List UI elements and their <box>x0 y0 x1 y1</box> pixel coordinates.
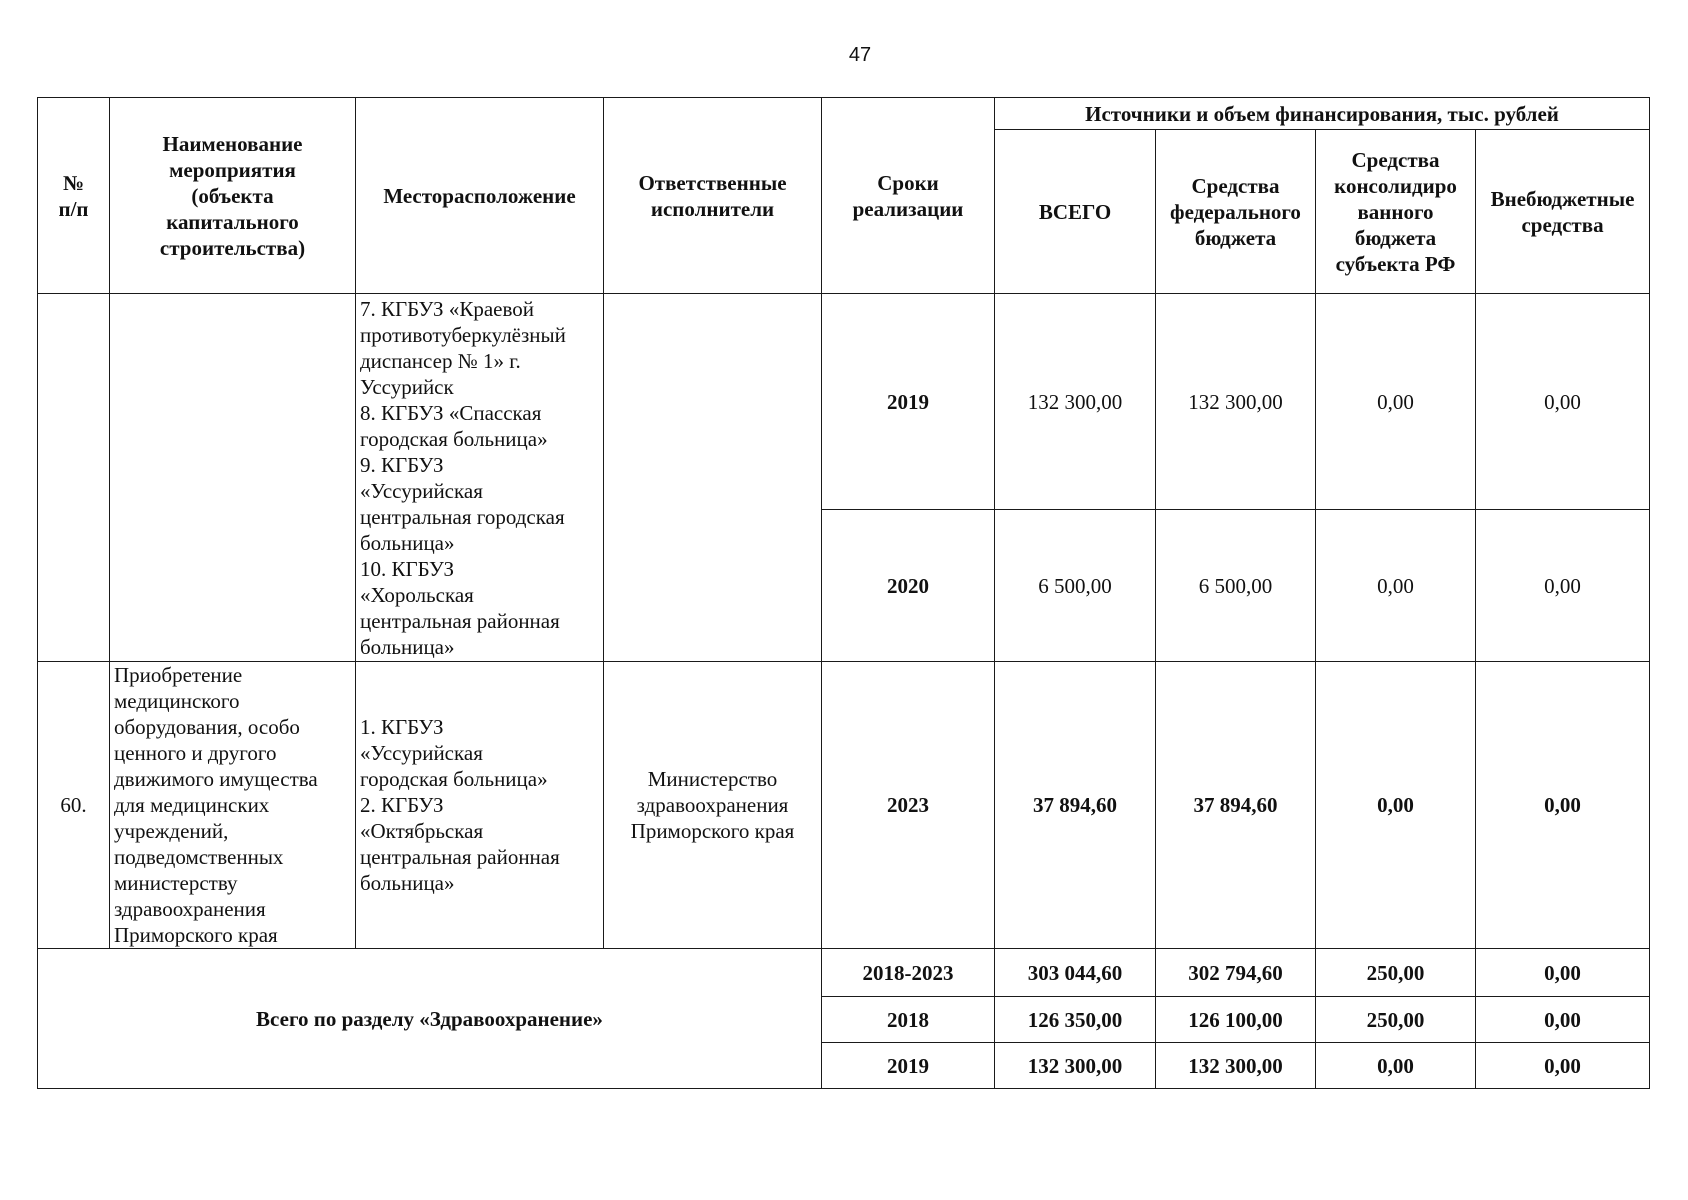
cell-federal: 132 300,00 <box>1156 1043 1316 1089</box>
cell-federal: 302 794,60 <box>1156 949 1316 997</box>
header-name: Наименование мероприятия (объекта капитального строительства) <box>110 98 356 294</box>
table-row <box>38 662 1650 949</box>
cell-year: 2018-2023 <box>822 949 995 997</box>
cell-executors: Министерство здравоохранения Приморского края <box>604 662 822 949</box>
cell-year: 2018 <box>822 997 995 1043</box>
cell-consolidated: 0,00 <box>1316 1043 1476 1089</box>
header-federal: Средства федерального бюджета <box>1156 130 1316 294</box>
cell-federal: 6 500,00 <box>1156 510 1316 662</box>
funding-table <box>37 97 1650 1089</box>
cell-executors-empty <box>604 294 822 662</box>
header-consolidated: Средства консолидиро ванного бюджета субъекта РФ <box>1316 130 1476 294</box>
cell-location: 1. КГБУЗ «Уссурийская городская больница» 2. КГБУЗ «Октябрьская центральная районная больница» <box>356 662 604 949</box>
cell-federal: 126 100,00 <box>1156 997 1316 1043</box>
header-executors: Ответственные исполнители <box>604 98 822 294</box>
cell-name: Приобретение медицинского оборудования, особо ценного и другого движимого имущества для медицинских учреждений, подведомственных министерству здравоохранения Приморского края <box>110 662 356 949</box>
cell-consolidated: 250,00 <box>1316 997 1476 1043</box>
cell-extra: 0,00 <box>1476 294 1650 510</box>
cell-year: 2020 <box>822 510 995 662</box>
cell-year: 2023 <box>822 662 995 949</box>
cell-total: 303 044,60 <box>995 949 1156 997</box>
header-funding-group: Источники и объем финансирования, тыс. рублей <box>995 98 1650 130</box>
cell-total: 132 300,00 <box>995 294 1156 510</box>
cell-extra: 0,00 <box>1476 1043 1650 1089</box>
header-location: Месторасположение <box>356 98 604 294</box>
cell-total: 126 350,00 <box>995 997 1156 1043</box>
cell-consolidated: 0,00 <box>1316 294 1476 510</box>
cell-year: 2019 <box>822 294 995 510</box>
cell-extra: 0,00 <box>1476 510 1650 662</box>
cell-consolidated: 250,00 <box>1316 949 1476 997</box>
header-num: № п/п <box>38 98 110 294</box>
cell-extra: 0,00 <box>1476 662 1650 949</box>
cell-year: 2019 <box>822 1043 995 1089</box>
section-total-label: Всего по разделу «Здравоохранение» <box>38 949 822 1089</box>
header-extrabudget: Внебюджетные средства <box>1476 130 1650 294</box>
cell-federal: 37 894,60 <box>1156 662 1316 949</box>
table-row <box>38 294 1650 510</box>
cell-name-empty <box>110 294 356 662</box>
cell-federal: 132 300,00 <box>1156 294 1316 510</box>
cell-extra: 0,00 <box>1476 949 1650 997</box>
cell-num: 60. <box>38 662 110 949</box>
header-total: ВСЕГО <box>995 130 1156 294</box>
header-terms: Сроки реализации <box>822 98 995 294</box>
cell-total: 132 300,00 <box>995 1043 1156 1089</box>
cell-num-empty <box>38 294 110 662</box>
cell-location-continuation: 7. КГБУЗ «Краевой противотуберкулёзный диспансер № 1» г. Уссурийск 8. КГБУЗ «Спасская городская больница» 9. КГБУЗ «Уссурийская центральная городская больница» 10. КГБУЗ «Хорольская центральная районная больница» <box>356 294 604 662</box>
table-row-total <box>38 949 1650 997</box>
cell-consolidated: 0,00 <box>1316 510 1476 662</box>
cell-extra: 0,00 <box>1476 997 1650 1043</box>
page-number: 47 <box>848 44 872 66</box>
cell-total: 37 894,60 <box>995 662 1156 949</box>
cell-consolidated: 0,00 <box>1316 662 1476 949</box>
cell-total: 6 500,00 <box>995 510 1156 662</box>
